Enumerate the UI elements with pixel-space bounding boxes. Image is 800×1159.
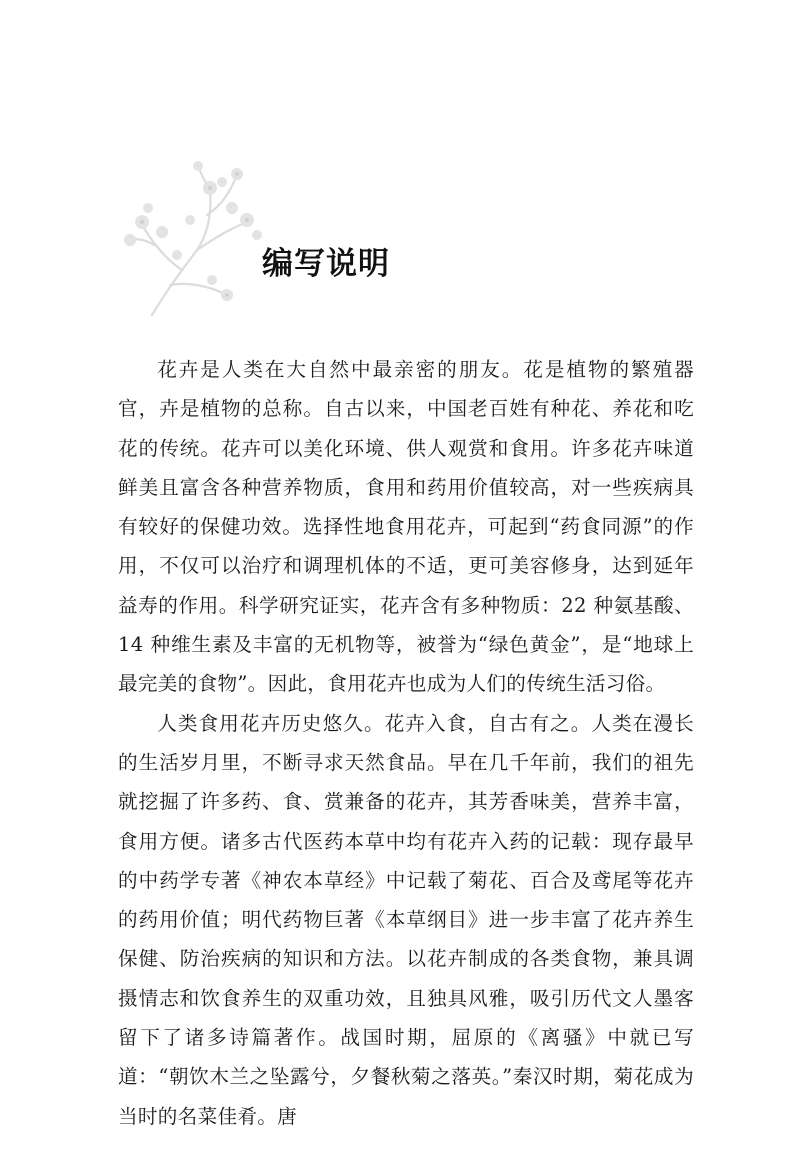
body-text bbox=[118, 350, 694, 1136]
plum-blossom-branch-icon bbox=[112, 160, 272, 320]
paragraph-2: 人类食用花卉历史悠久。花卉入食，自古有之。人类在漫长的生活岁月里，不断寻求天然食品。早在几千年前，我们的祖先就挖掘了许多药、食、赏兼备的花卉，其芳香味美，营养丰富，食用方便。诸多古代医药本草中均有花卉入药的记载：现存最早的中药学专著《神农本草经》中记载了菊花、百合及鸢尾等花卉的药用价值；明代药物巨著《本草纲目》进一步丰富了花卉养生保健、防治疾病的知识和方法。以花卉制成的各类食物，兼具调摄情志和饮食养生的双重功效，且独具风雅，吸引历代文人墨客留下了诸多诗篇著作。战国时期，屈原的《离骚》中就已写道：“朝饮木兰之坠露兮，夕餐秋菊之落英。”秦汉时期，菊花成为当时的名菜佳肴。唐 bbox=[118, 711, 694, 1128]
paragraph-1: 花卉是人类在大自然中最亲密的朋友。花是植物的繁殖器官，卉是植物的总称。自古以来，中国老百姓有种花、养花和吃花的传统。花卉可以美化环境、供人观赏和食用。许多花卉味道鲜美且富含各种营养物质，食用和药用价值较高，对一些疾病具有较好的保健功效。选择性地食用花卉，可起到“药食同源”的作用，不仅可以治疗和调理机体的不适，更可美容修身，达到延年益寿的作用。科学研究证实，花卉含有多种物质：22 种氨基酸、14 种维生素及丰富的无机物等，被誉为“绿色黄金”，是“地球上最完美的食物”。因此，食用花卉也成为人们的传统生活习俗。 bbox=[118, 358, 694, 696]
section-title: 编写说明 bbox=[262, 246, 390, 282]
